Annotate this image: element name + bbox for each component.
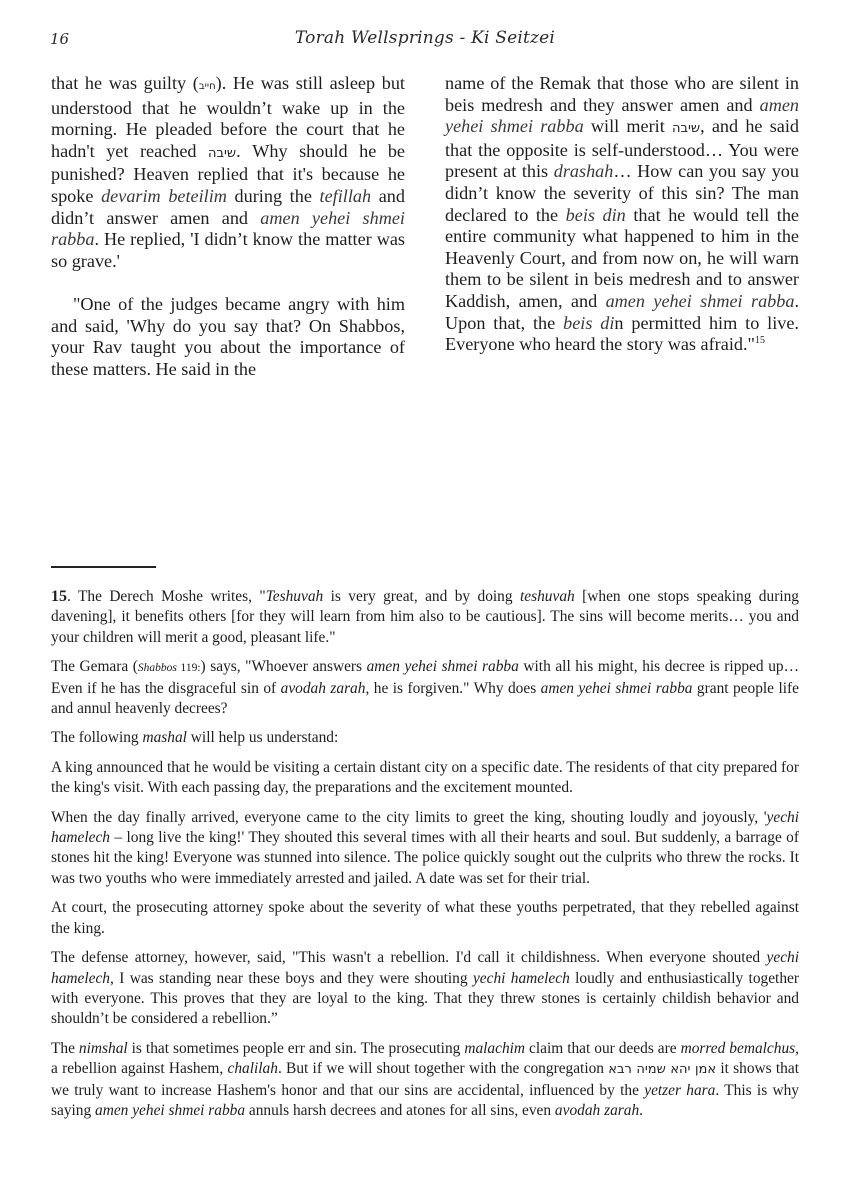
text: grant people life and annul heavenly decrees? bbox=[51, 679, 799, 718]
italic-term: nimshal bbox=[78, 1039, 128, 1057]
page-number: 16 bbox=[50, 30, 70, 48]
text: with all his might, his decree is ripped up… Even if he has the disgraceful sin of bbox=[51, 658, 799, 697]
footnote-paragraph bbox=[51, 808, 799, 890]
text: . This is why saying bbox=[51, 1081, 799, 1119]
text: name of the Remak that those who are silent in beis medresh and they answer amen and bbox=[445, 73, 799, 115]
text: The following bbox=[51, 729, 143, 747]
italic-term: avodah zarah bbox=[554, 1101, 640, 1119]
italic-term: yechi hamelech bbox=[51, 808, 799, 847]
text: … How can you say you didn’t know the severity of this sin? The man declared to the bbox=[445, 161, 799, 225]
italic-term: mashal bbox=[142, 729, 187, 747]
footnote-number: 15 bbox=[51, 588, 67, 605]
hebrew-text: אמן יהא שמיה רבא bbox=[608, 1062, 717, 1078]
right-column bbox=[445, 73, 799, 356]
text: that he would tell the entire community what happened to him in the Heavenly Court, and from now on, he will warn them to be silent in beis medresh and to answer Kaddish, amen, and bbox=[445, 204, 799, 311]
italic-term: beis di bbox=[563, 312, 615, 333]
footnote-paragraph bbox=[51, 728, 799, 748]
italic-term: amen yehei shmei rabba bbox=[95, 1101, 246, 1119]
footnote-paragraph bbox=[51, 657, 799, 719]
text: claim that our deeds are bbox=[525, 1039, 681, 1057]
italic-term: amen yehei shmei rabba bbox=[51, 207, 405, 250]
source-reference: Shabbos bbox=[137, 662, 177, 675]
paragraph: "One of the judges became angry with him and said, 'Why do you say that? On Shabbos, your Rav taught you about the importance of these matters. He said in the bbox=[51, 293, 405, 379]
footnote-divider bbox=[51, 566, 156, 568]
italic-term: yechi hamelech bbox=[472, 969, 570, 987]
text: . bbox=[639, 1101, 644, 1119]
text: during the bbox=[226, 185, 320, 206]
hebrew-text: שיבה bbox=[671, 121, 701, 137]
italic-term: drashah bbox=[553, 161, 614, 182]
hebrew-text: שיבה bbox=[208, 145, 237, 161]
text: n permitted him to live. Everyone who heard the story was afraid." bbox=[445, 312, 799, 355]
text: – long live the king!' They shouted this several times with all their hearts and soul. But suddenly, a barrage of stones hit the king! Everyone was stunned into silence. The police quickly sought out the culprits who threw the rocks. It was two youths who were immediately arrested and jailed. A date was set for their trial. bbox=[51, 829, 799, 887]
italic-term: morred bemalchus bbox=[680, 1039, 796, 1057]
italic-term: amen yehei shmei rabba bbox=[605, 290, 795, 311]
text: ). He was still asleep but understood that he wouldn’t wake up in the morning. He pleaded before the court that he hadn't yet reached bbox=[51, 73, 405, 161]
text: annuls harsh decrees and atones for all sins, even bbox=[245, 1101, 555, 1119]
hebrew-text: חייב bbox=[198, 81, 216, 92]
text: . The Derech Moshe writes, " bbox=[67, 588, 266, 605]
footnote-paragraph bbox=[51, 948, 799, 1030]
footnote-paragraph: At court, the prosecuting attorney spoke about the severity of what these youths perpetrated, that they rebelled against the king. bbox=[51, 899, 799, 937]
text: The defense attorney, however, said, "This wasn't a rebellion. I'd call it childishness. When everyone shouted bbox=[51, 949, 767, 967]
italic-term: teshuvah bbox=[520, 588, 575, 605]
text: . Upon that, the bbox=[445, 290, 799, 333]
text: [when one stops speaking during davening], it benefits others [for they will learn from him also to be cautious]. The sins will become merits… you and your children will merit a good, pleasant life." bbox=[51, 588, 799, 646]
text: and didn’t answer amen and bbox=[51, 185, 405, 228]
text: . Why should he be punished? Heaven replied that it's because he spoke bbox=[51, 140, 405, 206]
italic-term: amen yehei shmei rabba bbox=[540, 679, 693, 697]
text: will help us understand: bbox=[186, 729, 339, 747]
text: loudly and enthusiastically together with everyone. This proves that they are loyal to the king. That they threw stones is certainly childish behavior and shouldn’t be considered a rebellion.” bbox=[51, 969, 799, 1028]
text: The bbox=[51, 1039, 79, 1057]
italic-term: tefillah bbox=[319, 185, 372, 206]
text: , I was standing near these boys and they were shouting bbox=[109, 969, 473, 987]
running-header bbox=[50, 28, 800, 54]
footnote-15 bbox=[51, 587, 799, 648]
footnotes-section bbox=[51, 587, 799, 1130]
italic-term: devarim beteilim bbox=[101, 185, 227, 206]
left-column bbox=[51, 73, 405, 380]
text: will merit bbox=[583, 116, 672, 137]
text: , a rebellion against Hashem, bbox=[51, 1039, 799, 1078]
footnote-paragraph bbox=[51, 1039, 799, 1122]
text: , he is forgiven." Why does bbox=[365, 679, 541, 697]
italic-term: beis din bbox=[565, 204, 626, 225]
footnote-paragraph: A king announced that he would be visiting a certain distant city on a specific date. The residents of that city prepared for the king's visit. With each passing day, the preparations and the excitement mounted. bbox=[51, 758, 799, 797]
footnote-reference[interactable]: 15 bbox=[754, 335, 765, 347]
paragraph bbox=[445, 73, 799, 356]
italic-term: yetzer hara bbox=[644, 1081, 716, 1099]
book-title: Torah Wellsprings - Ki Seitzei bbox=[294, 28, 556, 48]
text: The Gemara ( bbox=[51, 658, 138, 676]
text: , and he said that the opposite is self-understood… You were present at this bbox=[445, 116, 799, 182]
text: ) says, "Whoever answers bbox=[200, 658, 367, 676]
italic-term: yechi hamelech bbox=[51, 949, 799, 987]
italic-term: avodah zarah bbox=[280, 679, 366, 697]
italic-term: malachim bbox=[464, 1039, 526, 1057]
italic-term: amen yehei shmei rabba bbox=[366, 658, 519, 676]
paragraph bbox=[51, 73, 405, 272]
text: that he was guilty ( bbox=[51, 73, 199, 93]
text: it shows that we truly want to increase Hashem's honor and that our sins are accidental, influenced by the bbox=[51, 1060, 799, 1099]
text: . He replied, 'I didn’t know the matter was so grave.' bbox=[51, 229, 405, 271]
italic-term: amen yehei shmei rabba bbox=[445, 94, 799, 137]
italic-term: chalilah bbox=[227, 1060, 278, 1078]
text: is that sometimes people err and sin. The prosecuting bbox=[127, 1039, 465, 1057]
italic-term: Teshuvah bbox=[265, 588, 324, 605]
text: When the day finally arrived, everyone came to the city limits to greet the king, shouting loudly and joyously, ' bbox=[51, 808, 767, 826]
text: . But if we will shout together with the congregation bbox=[277, 1060, 609, 1078]
text: is very great, and by doing bbox=[323, 588, 520, 605]
source-reference-page: 119: bbox=[176, 662, 201, 675]
